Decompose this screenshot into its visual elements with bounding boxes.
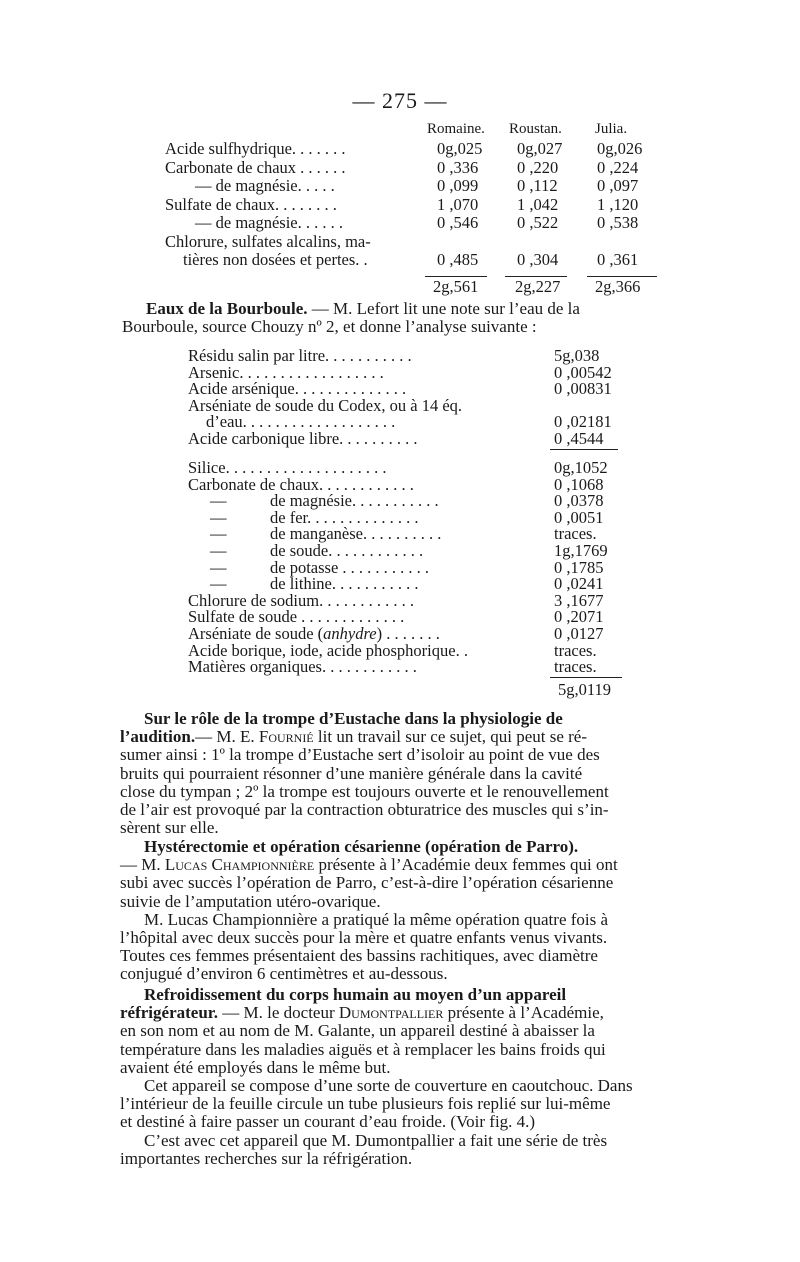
table-row: — de magnésie. . . . . . 0 ,546 0 ,522 0 ,538 (195, 213, 639, 232)
mineral-water-comparison-table (165, 120, 685, 298)
table-row: — de magnésie. . . . . 0 ,099 0 ,112 0 ,097 (195, 176, 639, 195)
table-row: — de soude. . . . . . . . . . . . 1g,1769 (210, 540, 608, 560)
sum-rule (550, 449, 618, 450)
eustache-section: Sur le rôle de la trompe d’Eustache dans la physiologie de l’audition.— M. E. Fournié lit un travail sur ce sujet, qui peut se ré- sumer ainsi : 1º la trompe d’Eustache sert d’isoloir au point de vue des bruits qui pourraient résonner d’une manière générale dans la cavité close du tympan ; 2º la trompe est toujours ouverte et le renouvellement de l’air est provoqué par la contraction obturatrice des muscles qui s’in- sèrent sur elle. (120, 710, 680, 837)
table-row: — de potasse . . . . . . . . . . . 0 ,1785 (210, 557, 604, 577)
table-row: Acide carbonique libre. . . . . . . . . . 0 ,4544 (188, 428, 604, 448)
table-row: Arséniate de soude (anhydre) . . . . . . . 0 ,0127 (188, 623, 604, 643)
table-row: Sulfate de chaux. . . . . . . . 1 ,070 1 ,042 1 ,120 (165, 194, 639, 214)
column-header-julia: Julia. (595, 121, 628, 137)
section-heading: Sur le rôle de la trompe d’Eustache dans la physiologie de (144, 709, 563, 728)
table-row: Acide borique, iode, acide phosphorique. . traces. (188, 640, 597, 660)
table-total-row: 5g,0119 (558, 679, 612, 699)
bourboule-analysis-table-part1 (188, 347, 618, 447)
column-header-romaine: Romaine. (427, 121, 485, 137)
bourboule-section: Eaux de la Bourboule. — M. Lefort lit une note sur l’eau de la Bourboule, source Chouzy nº 2, et donne l’analyse suivante : (122, 299, 580, 337)
table-row: Arséniate de soude du Codex, ou à 14 éq. (188, 395, 463, 415)
table-row: Matières organiques. . . . . . . . . . . . traces. (188, 657, 597, 677)
table-row: — de manganèse. . . . . . . . . . traces. (210, 524, 597, 544)
column-header-roustan: Roustan. (509, 121, 562, 137)
table-row: Sulfate de soude . . . . . . . . . . . . . 0 ,2071 (188, 607, 604, 627)
table-row: — de fer. . . . . . . . . . . . . . 0 ,0051 (210, 507, 604, 527)
table-row: d’eau. . . . . . . . . . . . . . . . . . . 0 ,02181 (206, 412, 612, 432)
table-row: Chlorure, sulfates alcalins, ma- (165, 231, 371, 251)
sum-rule (550, 677, 622, 678)
page-number: — 275 — (352, 88, 448, 113)
table-row: Carbonate de chaux. . . . . . . . . . . . 0 ,1068 (188, 474, 604, 494)
section-heading: Hystérectomie et opération césarienne (opération de Parro). (144, 837, 579, 856)
table-row: — de magnésie. . . . . . . . . . . 0 ,0378 (210, 491, 604, 511)
table-row: Chlorure de sodium. . . . . . . . . . . . 3 ,1677 (188, 590, 604, 610)
table-row: Carbonate de chaux . . . . . . 0 ,336 0 ,220 0 ,224 (165, 157, 639, 177)
table-row: Résidu salin par litre. . . . . . . . . . . 5g,038 (188, 346, 600, 365)
table-row: Acide arsénique. . . . . . . . . . . . . . 0 ,00831 (188, 379, 612, 399)
table-totals-row: 2g,561 2g,227 2g,366 (165, 276, 685, 298)
table-row: Acide sulfhydrique. . . . . . . 0g,025 0g,027 0g,026 (165, 139, 643, 158)
section-heading: Refroidissement du corps humain au moyen d’un appareil (144, 985, 567, 1004)
hysterectomie-section: Hystérectomie et opération césarienne (opération de Parro). — M. Lucas Championnière présente à l’Académie deux femmes qui ont subi avec succès l’opération de Parro, c’est-à-dire l’opération césarienne suivie de l’amputation utéro-ovarique. M. Lucas Championnière a pratiqué la même opération quatre fois à l’hôpital avec deux succès pour la mère et quatre enfants venus vivants. Toutes ces femmes présentaient des bassins rachitiques, avec diamètre conjugué d’environ 6 centimètres et au-dessous. (120, 838, 680, 984)
table-row: Arsenic. . . . . . . . . . . . . . . . . . 0 ,00542 (188, 362, 612, 382)
section-heading: Eaux de la Bourboule. (146, 299, 308, 318)
table-row: tières non dosées et pertes. . 0 ,485 0 ,304 0 ,361 (183, 250, 639, 269)
refroidissement-section: Refroidissement du corps humain au moyen d’un appareil réfrigérateur. — M. le docteur Dumontpallier présente à l’Académie, en son nom et au nom de M. Galante, un appareil destiné à abaisser la température dans les maladies aiguës et à remplacer les bains froids qui avaient été employés dans le même but. Cet appareil se compose d’une sorte de couverture en caoutchouc. Dans l’intérieur de la feuille circule un tube plusieurs fois replié sur lui-même et destiné à faire passer un courant d’eau froide. (Voir fig. 4.) C’est avec cet appareil que M. Dumontpallier a fait une série de très importantes recherches sur la réfrigération. (120, 986, 680, 1168)
bourboule-analysis-table-part2 (188, 459, 618, 697)
table-header (165, 120, 685, 140)
table-row: Silice. . . . . . . . . . . . . . . . . . . . 0g,1052 (188, 458, 608, 477)
table-row: — de lithine. . . . . . . . . . . 0 ,0241 (210, 574, 604, 594)
